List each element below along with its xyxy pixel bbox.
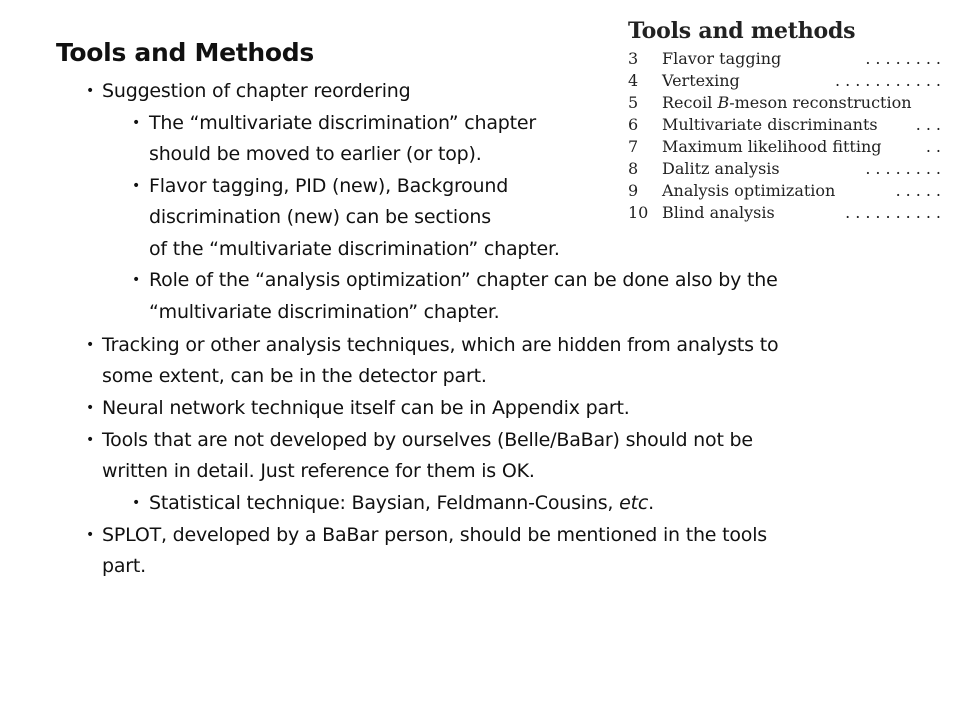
bullet-icon: • xyxy=(86,337,95,353)
toc-item-number: 10 xyxy=(628,203,649,222)
toc-item xyxy=(628,180,946,202)
body-line: of the “multivariate discrimination” chapter. xyxy=(149,238,560,260)
body-line xyxy=(149,490,654,516)
bullet-icon: • xyxy=(132,178,141,194)
body-line: Neural network technique itself can be in Appendix part. xyxy=(102,397,630,419)
body-line: part. xyxy=(102,555,147,577)
body-line: The “multivariate discrimination” chapter xyxy=(149,112,537,134)
toc-item-label-text: Recoil xyxy=(662,93,718,112)
bullet-icon: • xyxy=(86,400,95,416)
toc-item-number: 4 xyxy=(628,71,639,90)
slide-title: Tools and Methods xyxy=(56,38,314,67)
body-line: “multivariate discrimination” chapter. xyxy=(149,301,500,323)
toc-item-leader: ........ xyxy=(865,159,946,178)
toc-item-label-text: -meson reconstruction xyxy=(729,93,912,112)
bullet-icon: • xyxy=(132,115,141,131)
body-line-emphasis: etc xyxy=(619,492,649,514)
bullet-icon: • xyxy=(86,527,95,543)
toc-item xyxy=(628,158,946,180)
body-line: Tools that are not developed by ourselves (Belle/BaBar) should not be xyxy=(102,429,753,451)
toc-item-label: Analysis optimization xyxy=(662,181,836,200)
bullet-icon: • xyxy=(86,432,95,448)
body-line: should be moved to earlier (or top). xyxy=(149,143,482,165)
toc-item-number: 5 xyxy=(628,93,639,112)
toc-item-label-math: B xyxy=(717,93,730,112)
toc-item-leader: .. xyxy=(925,137,946,156)
toc-image xyxy=(628,18,946,230)
toc-item-label: Blind analysis xyxy=(662,203,775,222)
bullet-icon: • xyxy=(132,495,141,511)
body-line: Tracking or other analysis techniques, which are hidden from analysts to xyxy=(102,334,779,356)
body-line: discrimination (new) can be sections xyxy=(149,206,491,228)
bullet-icon: • xyxy=(132,272,141,288)
toc-item-label: Flavor tagging xyxy=(662,49,782,68)
toc-item-label: Dalitz analysis xyxy=(662,159,780,178)
toc-item xyxy=(628,114,946,136)
toc-item xyxy=(628,70,946,92)
bullet-icon: • xyxy=(86,83,95,99)
body-line: Flavor tagging, PID (new), Background xyxy=(149,175,509,197)
toc-item-number: 3 xyxy=(628,49,639,68)
toc-item-leader: ..... xyxy=(895,181,946,200)
body-line-text: . xyxy=(648,492,654,514)
toc-title: Tools and methods xyxy=(628,18,856,44)
body-line: Role of the “analysis optimization” chapter can be done also by the xyxy=(149,269,778,291)
toc-item-number: 9 xyxy=(628,181,639,200)
toc-item-label: Vertexing xyxy=(662,71,740,90)
toc-item-leader: ........ xyxy=(865,49,946,68)
toc-item xyxy=(628,48,946,70)
toc-item-label: Maximum likelihood fitting xyxy=(662,137,882,156)
body-line: some extent, can be in the detector part. xyxy=(102,365,487,387)
toc-item-leader: ... xyxy=(915,115,946,134)
toc-item xyxy=(628,136,946,158)
body-line: Suggestion of chapter reordering xyxy=(102,80,411,102)
body-line: SPLOT, developed by a BaBar person, should be mentioned in the tools xyxy=(102,524,768,546)
toc-item-leader: .......... xyxy=(845,203,946,222)
toc-item-label xyxy=(662,92,912,114)
toc-item xyxy=(628,202,946,224)
toc-item-leader: ........... xyxy=(835,71,946,90)
body-line-text: Statistical technique: Baysian, Feldmann-Cousins, xyxy=(149,492,620,514)
toc-item-number: 8 xyxy=(628,159,639,178)
toc-item-number: 7 xyxy=(628,137,639,156)
toc-item xyxy=(628,92,946,114)
toc-item-label: Multivariate discriminants xyxy=(662,115,878,134)
toc-item-number: 6 xyxy=(628,115,639,134)
body-line: written in detail. Just reference for them is OK. xyxy=(102,460,535,482)
